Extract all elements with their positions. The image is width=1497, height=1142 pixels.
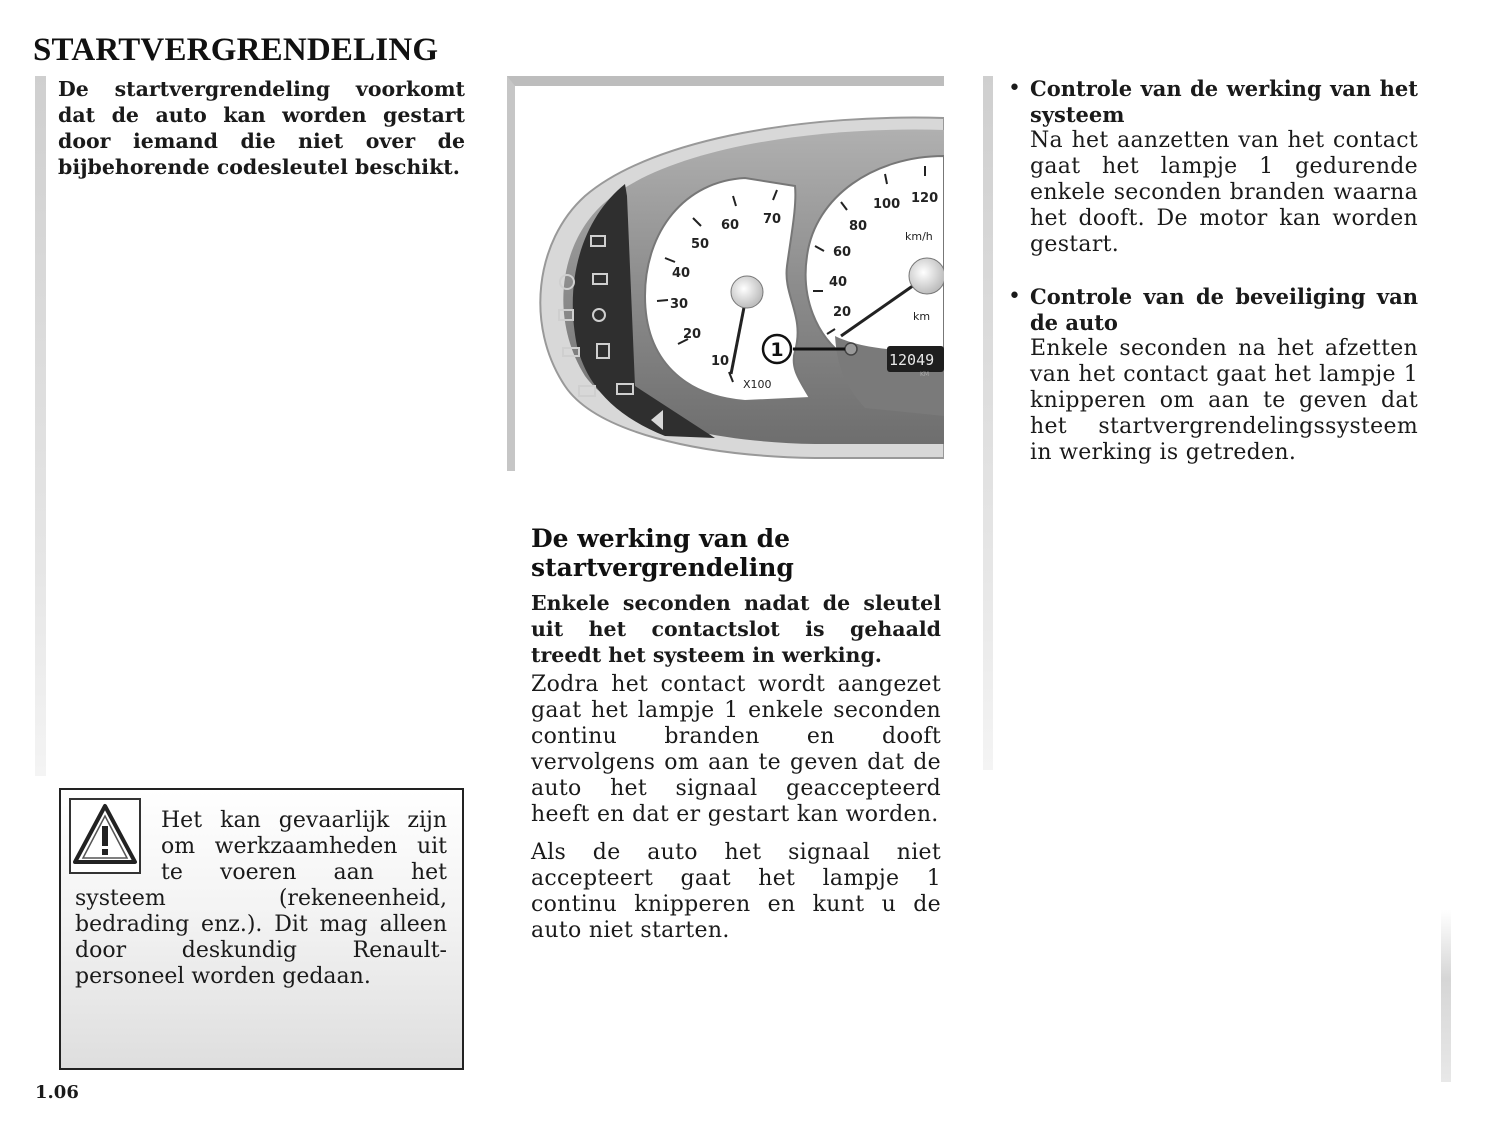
speed-label: 40 [829, 275, 848, 290]
speed-label: 80 [849, 219, 868, 234]
tach-needle-hub [731, 276, 763, 308]
instrument-cluster-illustration [515, 86, 944, 471]
check-item [1008, 284, 1418, 466]
check-text: Enkele seconden na het afzetten van het contact gaat het lampje 1 knipperen om aan te geven dat het startvergrendelingssysteem in werking is getreden. [1030, 336, 1418, 465]
bullet-icon: • [1008, 76, 1021, 101]
intro-paragraph: De startvergrendeling voorkomt dat de auto kan worden gestart door iemand die niet over de bijbehorende codesleutel beschikt. [58, 77, 465, 179]
checks-section [1008, 76, 1418, 492]
check-text: Na het aanzetten van het contact gaat het lampje 1 gedurende enkele seconden branden waarna het dooft. De motor kan worden gestart. [1030, 128, 1418, 257]
bullet-icon: • [1008, 284, 1021, 309]
speed-label: 60 [833, 245, 852, 260]
warning-box [59, 788, 464, 1070]
tach-label: 70 [763, 212, 782, 227]
page-edge-bar [1441, 910, 1451, 1082]
operation-bold-paragraph: Enkele seconden nadat de sleutel uit het contactslot is gehaald treedt het systeem in werking. [531, 591, 941, 667]
page-title: STARTVERGRENDELING [33, 32, 439, 68]
check-heading: Controle van de beveiliging van de auto [1030, 284, 1418, 335]
operation-section [531, 524, 941, 944]
tach-label: 10 [711, 354, 730, 369]
check-heading: Controle van de werking van het systeem [1030, 76, 1418, 127]
tach-label: 20 [683, 327, 702, 342]
page-number: 1.06 [35, 1082, 79, 1103]
operation-paragraph: Zodra het contact wordt aangezet gaat het lampje 1 enkele seconden continu branden en dooft vervolgens om aan te geven dat de auto het signaal geaccepteerd heeft en dat er gestart kan worden. [531, 672, 941, 827]
odometer-display: 12049 [889, 351, 935, 369]
immobiliser-lamp [845, 343, 857, 355]
operation-heading: De werking van de startvergrendeling [531, 524, 794, 582]
speed-label: 20 [833, 305, 852, 320]
callout-number: 1 [770, 339, 784, 361]
tach-label: 50 [691, 237, 710, 252]
right-margin-bar [983, 76, 993, 770]
odo-unit-label: km [913, 310, 931, 323]
speed-needle-hub [909, 258, 944, 294]
operation-paragraph: Als de auto het signaal niet accepteert gaat het lampje 1 continu knipperen en kunt u de auto niet starten. [531, 840, 941, 943]
odometer-small-unit: KM [920, 371, 930, 378]
check-item [1008, 76, 1418, 258]
warning-text: Het kan gevaarlijk zijn om werkzaamheden uit te voeren aan het systeem (rekeneenheid, bedrading enz.). Dit mag alleen door deskundig Renault-personeel worden gedaan. [75, 808, 447, 989]
speed-unit-label: km/h [905, 230, 933, 243]
tach-label: 40 [672, 266, 691, 281]
tach-unit-label: X100 [743, 378, 772, 391]
speed-label: 120 [911, 191, 939, 206]
instrument-cluster-figure [507, 76, 944, 471]
left-margin-bar [35, 76, 46, 776]
tach-label: 30 [670, 297, 689, 312]
speed-label: 100 [873, 197, 901, 212]
tach-label: 60 [721, 218, 740, 233]
